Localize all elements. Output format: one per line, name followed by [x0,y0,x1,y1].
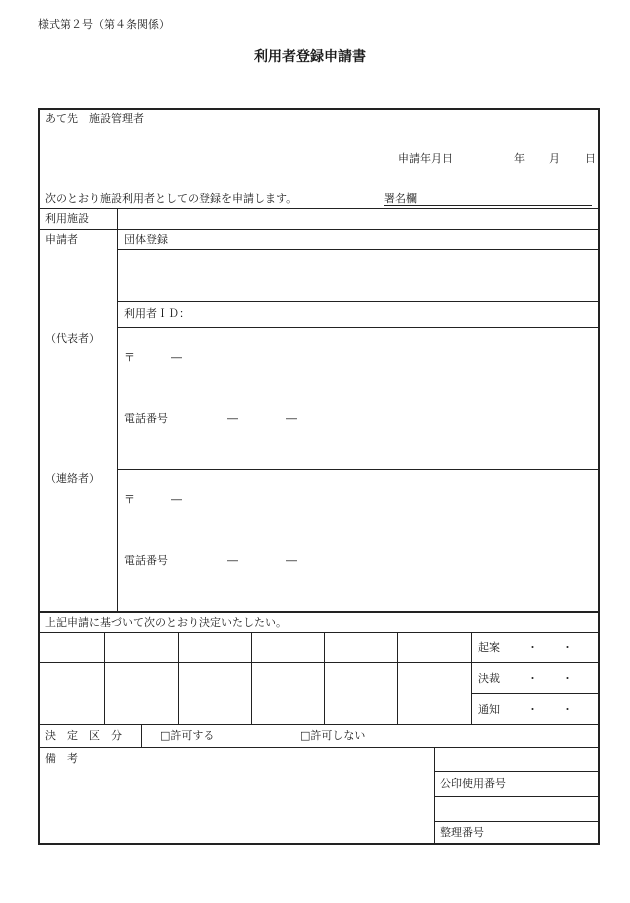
month-label: 月 [549,152,560,165]
remarks-field[interactable] [39,748,433,843]
form-number: 様式第２号（第４条関係） [38,18,170,31]
column-divider [251,632,252,724]
row-divider [38,632,600,633]
row-divider [434,771,600,772]
signature-label: 署名欄 [384,192,417,205]
representative-phone-label: 電話番号 [124,412,168,425]
facility-label: 利用施設 [45,212,89,225]
draft-dot: ・ [562,641,573,654]
addressee: あて先 施設管理者 [45,112,144,125]
row-divider [38,662,600,663]
contact-label: （連絡者） [45,472,100,485]
row-divider [38,724,600,725]
representative-postal-mark: 〒 [124,351,135,364]
notice-dot: ・ [527,703,538,716]
row-divider [471,693,600,694]
representative-postal-dash: ― [171,351,182,364]
row-divider [117,327,600,328]
column-divider [324,632,325,724]
row-divider [117,469,600,470]
public-seal-number-label: 公印使用番号 [440,777,506,790]
column-divider [471,632,472,724]
deny-checkbox[interactable]: □許可しない [300,729,366,742]
contact-postal-dash: ― [171,493,182,506]
reference-number-label: 整理番号 [440,826,484,839]
row-divider [434,796,600,797]
column-divider [178,632,179,724]
row-divider [117,301,600,302]
decision-category-label: 決 定 区 分 [45,729,122,742]
draft-dot: ・ [527,641,538,654]
day-label: 日 [585,152,596,165]
group-registration: 団体登録 [124,233,168,246]
column-divider [104,632,105,724]
contact-postal-mark: 〒 [124,493,135,506]
row-divider [38,611,600,613]
application-date-label: 申請年月日 [398,152,453,165]
row-divider [38,229,600,230]
representative-phone-dash: ― [286,412,297,425]
notice-dot: ・ [562,703,573,716]
contact-phone-label: 電話番号 [124,554,168,567]
notice-label: 通知 [478,703,500,716]
decision-statement: 上記申請に基づいて次のとおり決定いたしたい。 [45,616,287,629]
page-title: 利用者登録申請書 [254,49,366,65]
contact-phone-dash: ― [286,554,297,567]
approval-dot: ・ [527,672,538,685]
user-id-label: 利用者ＩＤ： [124,307,190,320]
group-name-field[interactable] [118,250,599,300]
representative-phone-dash: ― [227,412,238,425]
permit-checkbox[interactable]: □許可する [160,729,215,742]
contact-phone-dash: ― [227,554,238,567]
signature-field[interactable] [384,205,592,206]
column-divider [397,632,398,724]
remarks-label: 備 考 [45,752,78,765]
approval-label: 決裁 [478,672,500,685]
approval-dot: ・ [562,672,573,685]
draft-label: 起案 [478,641,500,654]
row-divider [434,821,600,822]
year-label: 年 [514,152,525,165]
representative-label: （代表者） [45,332,100,345]
application-statement: 次のとおり施設利用者としての登録を申請します。 [45,192,298,205]
applicant-label: 申請者 [45,233,78,246]
column-divider [141,724,142,747]
facility-field[interactable] [118,209,599,228]
